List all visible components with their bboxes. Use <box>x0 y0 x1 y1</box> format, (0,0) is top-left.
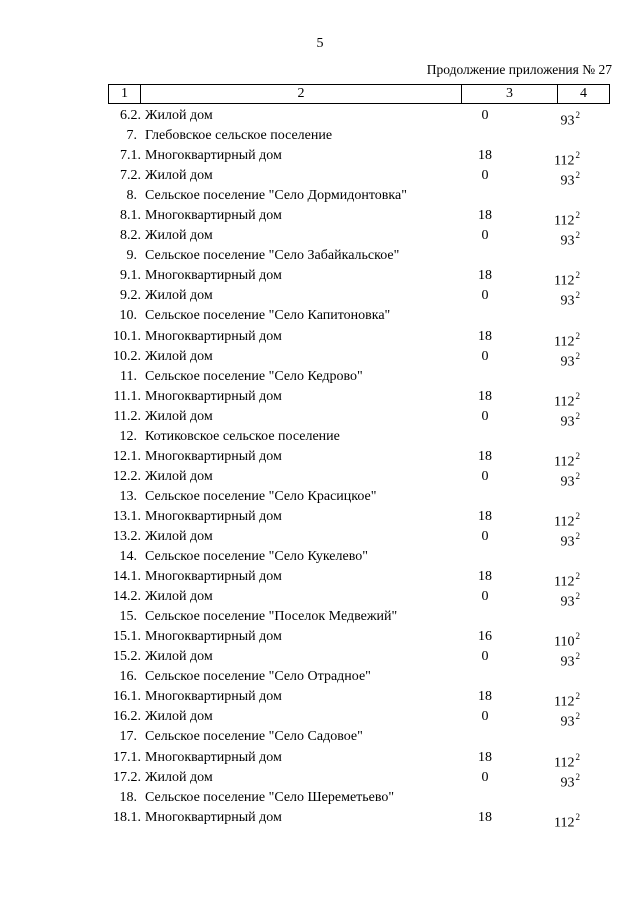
column-4-number: 93 <box>560 354 575 370</box>
row-number: 10. <box>119 308 137 324</box>
column-4-number: 112 <box>554 454 575 470</box>
column-4-superscript: 2 <box>575 470 580 481</box>
settlement-name: Сельское поселение "Село Отрадное" <box>145 669 371 685</box>
row-number: 7. <box>126 128 137 144</box>
row-number: 13.1. <box>113 508 141 524</box>
row-number: 14.1. <box>113 569 141 585</box>
table-group-row <box>108 126 610 146</box>
row-number: 14.2. <box>113 589 141 605</box>
table-row <box>108 627 610 650</box>
row-number: 8.1. <box>120 208 141 224</box>
tariff-table <box>108 84 610 831</box>
header-cell-1: 1 <box>109 85 141 103</box>
row-number: 6.2. <box>120 108 141 123</box>
table-group-row <box>108 306 610 326</box>
row-number: 7.2. <box>120 168 141 184</box>
settlement-name: Сельское поселение "Село Капитоновка" <box>145 308 391 324</box>
column-4-number: 112 <box>554 815 575 831</box>
settlement-name: Сельское поселение "Село Садовое" <box>145 729 363 745</box>
header-cell-2: 2 <box>141 85 462 103</box>
column-4-number: 93 <box>560 474 575 490</box>
column-4-superscript: 2 <box>575 510 580 521</box>
column-4-number: 112 <box>554 153 575 169</box>
column-3-value: 18 <box>478 208 492 224</box>
column-4-number: 112 <box>554 755 575 771</box>
column-4-superscript: 2 <box>575 350 580 361</box>
table-group-row <box>108 246 610 266</box>
row-number: 9.2. <box>120 288 141 304</box>
column-4-number: 112 <box>554 274 575 290</box>
table-row <box>108 447 610 470</box>
column-3-value: 0 <box>481 348 489 364</box>
header-cell-3: 3 <box>462 85 558 103</box>
column-3-value: 0 <box>481 228 489 244</box>
building-type: Многоквартирный дом <box>145 268 282 284</box>
table-row <box>108 347 610 370</box>
header-cell-4: 4 <box>580 86 587 101</box>
settlement-name: Сельское поселение "Село Дормидонтовка" <box>145 188 407 204</box>
column-3-value: 0 <box>481 288 489 304</box>
table-row <box>108 768 610 791</box>
row-number: 11.1. <box>113 388 141 404</box>
table-group-row <box>108 727 610 747</box>
column-4-superscript: 2 <box>575 170 580 181</box>
table-row <box>108 507 610 530</box>
column-4-number: 93 <box>560 534 575 550</box>
table-row <box>108 707 610 731</box>
row-number: 18. <box>119 789 137 805</box>
column-3-value: 0 <box>481 589 489 605</box>
table-row <box>108 587 610 610</box>
table-row <box>108 387 610 410</box>
row-number: 13. <box>119 488 137 504</box>
continuation-caption: Продолжение приложения № 27 <box>426 62 612 77</box>
building-type: Многоквартирный дом <box>145 448 282 464</box>
column-3-value: 18 <box>478 569 492 585</box>
building-type: Многоквартирный дом <box>145 809 282 825</box>
table-row <box>108 647 610 670</box>
column-4-number: 93 <box>560 715 575 731</box>
table-group-row <box>108 427 610 447</box>
row-number: 12.2. <box>113 468 141 484</box>
row-number: 11. <box>120 368 137 384</box>
row-number: 14. <box>119 549 137 565</box>
row-number: 16.1. <box>113 689 141 705</box>
column-3-value: 18 <box>478 148 492 164</box>
column-3-value: 0 <box>481 528 489 544</box>
column-3-value: 0 <box>481 408 489 424</box>
column-3-value: 18 <box>478 388 492 404</box>
building-type: Жилой дом <box>145 528 213 544</box>
building-type: Жилой дом <box>145 228 213 244</box>
column-4-number: 93 <box>560 173 575 189</box>
row-number: 7.1. <box>120 148 141 164</box>
row-number: 10.1. <box>113 328 141 344</box>
column-4-superscript: 2 <box>575 751 580 762</box>
building-type: Жилой дом <box>145 288 213 304</box>
row-number: 8.2. <box>120 228 141 244</box>
row-number: 16. <box>119 669 137 685</box>
column-4-superscript: 2 <box>575 631 580 642</box>
column-4-superscript: 2 <box>575 410 580 421</box>
column-3-value: 0 <box>481 108 489 123</box>
column-4-superscript: 2 <box>575 571 580 582</box>
column-3-value: 16 <box>478 629 492 645</box>
table-group-row <box>108 367 610 387</box>
building-type: Многоквартирный дом <box>145 508 282 524</box>
building-type: Жилой дом <box>145 649 213 665</box>
row-number: 15. <box>119 609 137 625</box>
column-4-superscript: 2 <box>575 530 580 541</box>
column-4-number: 93 <box>560 594 575 610</box>
building-type: Многоквартирный дом <box>145 148 282 164</box>
column-3-value: 18 <box>478 809 492 825</box>
table-row <box>108 527 610 550</box>
table-group-row <box>108 547 610 567</box>
row-number: 9. <box>126 248 137 264</box>
column-4-superscript: 2 <box>575 450 580 461</box>
building-type: Жилой дом <box>145 168 213 184</box>
column-4-superscript: 2 <box>575 150 580 161</box>
settlement-name: Сельское поселение "Село Забайкальское" <box>145 248 400 264</box>
column-4-number: 112 <box>554 334 575 350</box>
settlement-name: Сельское поселение "Поселок Медвежий" <box>145 609 398 625</box>
building-type: Жилой дом <box>145 348 213 364</box>
table-row <box>108 687 610 711</box>
column-4-number: 93 <box>560 775 575 791</box>
row-number: 13.2. <box>113 528 141 544</box>
column-4-superscript: 2 <box>575 390 580 401</box>
table-row <box>108 166 610 189</box>
row-number: 12. <box>119 428 137 444</box>
row-number: 15.2. <box>113 649 141 665</box>
column-4-superscript: 2 <box>575 651 580 662</box>
column-4-superscript: 2 <box>575 591 580 602</box>
table-body <box>108 106 610 831</box>
column-3-value: 0 <box>481 168 489 184</box>
table-row <box>108 808 610 831</box>
table-row <box>108 226 610 249</box>
building-type: Многоквартирный дом <box>145 388 282 404</box>
column-4-number: 93 <box>560 654 575 670</box>
column-3-value: 18 <box>478 508 492 524</box>
settlement-name: Сельское поселение "Село Кедрово" <box>145 368 363 384</box>
column-4-number: 112 <box>554 695 575 711</box>
table-row <box>108 567 610 590</box>
settlement-name: Сельское поселение "Село Шереметьево" <box>145 789 395 805</box>
building-type: Жилой дом <box>145 589 213 605</box>
building-type: Жилой дом <box>145 709 213 725</box>
table-row <box>108 146 610 169</box>
column-4-number: 110 <box>554 634 575 650</box>
row-number: 17. <box>119 729 137 745</box>
column-4-superscript: 2 <box>575 711 580 722</box>
building-type: Жилой дом <box>145 468 213 484</box>
row-number: 18.1. <box>113 809 141 825</box>
table-row <box>108 407 610 430</box>
building-type: Жилой дом <box>145 408 213 424</box>
settlement-name: Глебовское сельское поселение <box>145 128 333 144</box>
building-type: Многоквартирный дом <box>145 629 282 645</box>
column-3-value: 0 <box>481 769 489 785</box>
column-4-number: 112 <box>554 394 575 410</box>
table-group-row <box>108 788 610 808</box>
settlement-name: Котиковское сельское поселение <box>145 428 340 444</box>
column-3-value: 0 <box>481 649 489 665</box>
table-row <box>108 327 610 350</box>
building-type: Многоквартирный дом <box>145 749 282 765</box>
column-4-superscript: 2 <box>575 290 580 301</box>
column-4-superscript: 2 <box>575 691 580 702</box>
row-number: 11.2. <box>113 408 141 424</box>
table-row <box>108 748 610 771</box>
column-4-superscript: 2 <box>575 270 580 281</box>
column-3-value: 18 <box>478 328 492 344</box>
row-number: 17.1. <box>113 749 141 765</box>
table-row <box>108 286 610 310</box>
table-group-row <box>108 487 610 507</box>
table-row <box>108 467 610 490</box>
table-group-row <box>108 186 610 206</box>
building-type: Многоквартирный дом <box>145 208 282 224</box>
table-row <box>108 206 610 229</box>
settlement-name: Сельское поселение "Село Кукелево" <box>145 549 368 565</box>
row-number: 10.2. <box>113 348 141 364</box>
table-row <box>108 266 610 290</box>
settlement-name: Сельское поселение "Село Красицкое" <box>145 488 377 504</box>
column-3-value: 18 <box>478 749 492 765</box>
row-number: 8. <box>126 188 137 204</box>
column-4-number: 93 <box>560 113 575 129</box>
building-type: Многоквартирный дом <box>145 569 282 585</box>
row-number: 9.1. <box>120 268 141 284</box>
row-number: 16.2. <box>113 709 141 725</box>
row-number: 12.1. <box>113 448 141 464</box>
row-number: 15.1. <box>113 629 141 645</box>
column-3-value: 18 <box>478 448 492 464</box>
column-4-superscript: 2 <box>575 230 580 241</box>
building-type: Многоквартирный дом <box>145 689 282 705</box>
column-4-number: 93 <box>560 294 575 310</box>
building-type: Жилой дом <box>145 108 213 123</box>
column-4-number: 112 <box>554 574 575 590</box>
column-3-value: 18 <box>478 689 492 705</box>
column-4-superscript: 2 <box>575 811 580 822</box>
building-type: Многоквартирный дом <box>145 328 282 344</box>
column-4-number: 93 <box>560 233 575 249</box>
column-3-value: 0 <box>481 709 489 725</box>
column-4-number: 112 <box>554 213 575 229</box>
table-row <box>108 106 610 129</box>
table-group-row <box>108 607 610 627</box>
column-4-superscript: 2 <box>575 330 580 341</box>
column-4-superscript: 2 <box>575 771 580 782</box>
row-number: 17.2. <box>113 769 141 785</box>
table-header-row <box>108 84 610 104</box>
page-number: 5 <box>316 36 324 51</box>
column-4-superscript: 2 <box>575 210 580 221</box>
column-4-number: 93 <box>560 414 575 430</box>
column-3-value: 0 <box>481 468 489 484</box>
column-4-number: 112 <box>554 514 575 530</box>
column-4-superscript: 2 <box>575 110 580 120</box>
building-type: Жилой дом <box>145 769 213 785</box>
column-4-value <box>554 808 580 834</box>
column-3-value: 18 <box>478 268 492 284</box>
table-group-row <box>108 667 610 687</box>
